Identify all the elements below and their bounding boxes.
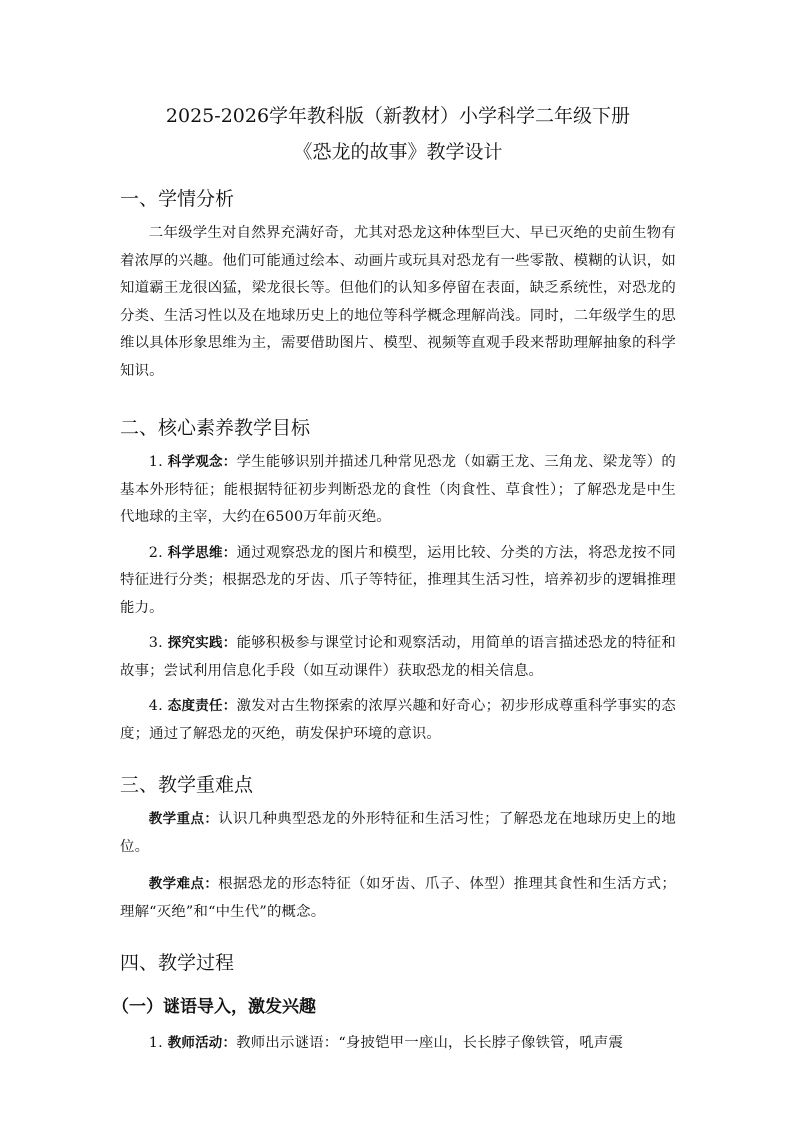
- objective-number: 4.: [148, 698, 168, 714]
- process-item: [120, 1030, 676, 1058]
- objective-number: 1.: [148, 454, 168, 470]
- section-heading-process: 四、教学过程: [120, 952, 235, 974]
- key-point-paragraph: [120, 806, 676, 861]
- difficult-point-text: 根据恐龙的形态特征（如牙齿、爪子、体型）推理其食性和生活方式；理解“灭绝”和“中生代”的概念。: [120, 876, 677, 920]
- process-number: 1.: [148, 1035, 168, 1051]
- objective-text: 能够积极参与课堂讨论和观察活动，用简单的语言描述恐龙的特征和故事；尝试利用信息化手段（如互动课件）获取恐龙的相关信息。: [120, 635, 676, 679]
- objective-label: 科学思维：: [167, 544, 237, 561]
- analysis-paragraph: 二年级学生对自然界充满好奇，尤其对恐龙这种体型巨大、早已灭绝的史前生物有着浓厚的兴趣。他们可能通过绘本、动画片或玩具对恐龙有一些零散、模糊的认识，如知道霸王龙很凶猛，梁龙很长等。但他们的认知多停留在表面，缺乏系统性，对恐龙的分类、生活习性以及在地球历史上的地位等科学概念理解尚浅。同时，二年级学生的思维以具体形象思维为主，需要借助图片、模型、视频等直观手段来帮助理解抽象的科学知识。: [120, 225, 676, 379]
- process-text: 教师出示谜语：“身披铠甲一座山，长长脖子像铁管，吼声震: [236, 1035, 624, 1051]
- subsection-heading-riddle: （一）谜语导入，激发兴趣: [112, 997, 316, 1017]
- objective-item: [120, 693, 676, 748]
- section-heading-objectives: 二、核心素养教学目标: [120, 417, 311, 439]
- objective-item: [120, 540, 676, 623]
- process-label: 教师活动：: [167, 1035, 237, 1051]
- difficult-point-paragraph: [120, 871, 676, 926]
- key-point-label: 教学重点：: [148, 811, 219, 827]
- objective-number: 2.: [148, 544, 168, 561]
- document-title-line2: 《恐龙的故事》教学设计: [293, 141, 503, 163]
- objective-item: [120, 449, 676, 532]
- section-heading-key-points: 三、教学重难点: [120, 774, 254, 796]
- section-heading-analysis: 一、学情分析: [120, 188, 235, 210]
- objective-number: 3.: [148, 635, 168, 651]
- objective-label: 态度责任：: [167, 698, 237, 714]
- objective-text: 学生能够识别并描述几种常见恐龙（如霸王龙、三角龙、梁龙等）的基本外形特征；能根据特征初步判断恐龙的食性（肉食性、草食性）；了解恐龙是中生代地球的主宰，大约在6500万年前灭绝。: [120, 454, 676, 525]
- key-point-text: 认识几种典型恐龙的外形特征和生活习性；了解恐龙在地球历史上的地位。: [120, 811, 677, 855]
- objective-text: 通过观察恐龙的图片和模型，运用比较、分类的方法，将恐龙按不同特征进行分类；根据恐龙的牙齿、爪子等特征，推理其生活习性，培养初步的逻辑推理能力。: [120, 544, 676, 616]
- objective-label: 科学观念：: [167, 454, 237, 470]
- document-title-line1: 2025-2026学年教科版（新教材）小学科学二年级下册: [165, 105, 631, 127]
- objective-label: 探究实践：: [167, 635, 237, 651]
- objective-item: [120, 630, 676, 685]
- objective-text: 激发对古生物探索的浓厚兴趣和好奇心；初步形成尊重科学事实的态度；通过了解恐龙的灭绝，萌发保护环境的意识。: [120, 698, 676, 742]
- difficult-point-label: 教学难点：: [148, 876, 219, 892]
